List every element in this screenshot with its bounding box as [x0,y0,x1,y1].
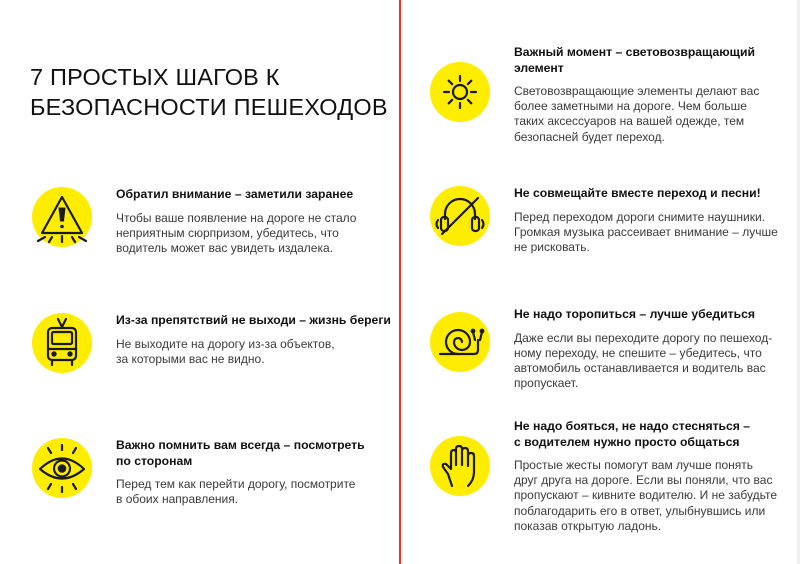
step-body-line: Громкая музыка рассеивает внимание – лучше [514,224,778,239]
step-title [514,45,759,76]
step-body-line: поблагодарить его в ответ, улыбнувшись или [514,503,766,518]
step-text [514,45,759,145]
step-title-line: Важно помнить вам всегда – посмотреть [116,438,365,452]
step-title-line: Не совмещайте вместе переход и песни! [514,186,761,200]
step-body [514,331,772,392]
reflector-sun-icon [430,62,490,122]
step-body-line: неприятным сюрпризом, убедитесь, что [116,225,339,240]
step-body [116,477,365,507]
step-title [116,313,391,329]
step-body-line: Даже если вы переходите дорогу по пешеход- [514,330,773,345]
snail-icon [430,312,490,372]
step-body-line: друг друга на дороге. Если вы поняли, что вас [514,473,773,488]
page-title-line: 7 ПРОСТЫХ ШАГОВ К [30,64,280,90]
step-body-line: Световозвращающие элементы делают вас [514,84,760,98]
step-title-line: Не надо торопиться – лучше убедиться [514,307,755,321]
step-title [116,438,365,469]
step-body-line: автомобиль останавливается и водитель вас [514,360,766,375]
step-body-line: пропускают – кивните водителю. И не забудьте [514,488,777,503]
step-body-line: таких аксессуаров на вашей одежде, тем [514,114,745,129]
step-body-line: Перед тем как перейти дорогу, посмотрите [116,477,356,491]
step-body-line: более заметными на дороге. Чем больше [514,99,747,114]
step-title [116,187,356,203]
step-body [514,458,777,534]
step-title-line: Важный момент – световозвращающий [514,45,755,59]
step-body-line: Простые жесты помогут вам лучше понять [514,458,753,472]
no-headphones-icon [430,186,490,246]
step-text [116,187,356,256]
step-text [116,438,365,507]
step-body-line: в обоих направления. [116,492,239,507]
step-body-line: водитель может вас увидеть издалека. [116,240,334,255]
step-body-line: пропускает. [514,376,579,391]
eye-icon [32,438,92,498]
step-body [514,210,778,256]
bus-icon [32,313,92,373]
step-body [514,84,759,145]
step-body-line: ному переходу, не спешите – убедитесь, что [514,345,762,360]
step-body-line: Не выходите на дорогу из-за объектов, [116,336,335,351]
step-title [514,307,772,323]
step-title-line: с водителем нужно просто общаться [514,434,740,449]
step-text [514,307,772,391]
step-title-line: Обратил внимание – заметили заранее [116,187,354,201]
step-body [116,337,391,367]
step-body-line: не рисковать. [514,239,590,254]
page-title-line: БЕЗОПАСНОСТИ ПЕШЕХОДОВ [30,94,388,120]
step-body-line: за которыми вас не видно. [116,351,265,366]
step-title-line: по сторонам [116,453,193,468]
step-body-line: Перед переходом дороги снимите наушники. [514,209,766,224]
step-body-line: показав открытую ладонь. [514,518,662,533]
open-hand-icon [430,436,490,496]
step-title [514,186,778,202]
step-body [116,211,356,257]
step-text [514,419,777,534]
step-text [514,186,778,255]
step-title [514,419,777,450]
step-title-line: элемент [514,60,564,75]
step-body-line: Чтобы ваше появление на дороге не стало [116,210,357,225]
warning-triangle-icon [32,187,92,247]
step-title-line: Из-за препятствий не выходи – жизнь береги [116,313,391,327]
step-text [116,313,391,367]
step-title-line: Не надо бояться, не надо стесняться – [514,419,751,433]
page-title [30,62,388,122]
column-divider [399,0,401,564]
step-body-line: безопасней будет переход. [514,129,665,144]
